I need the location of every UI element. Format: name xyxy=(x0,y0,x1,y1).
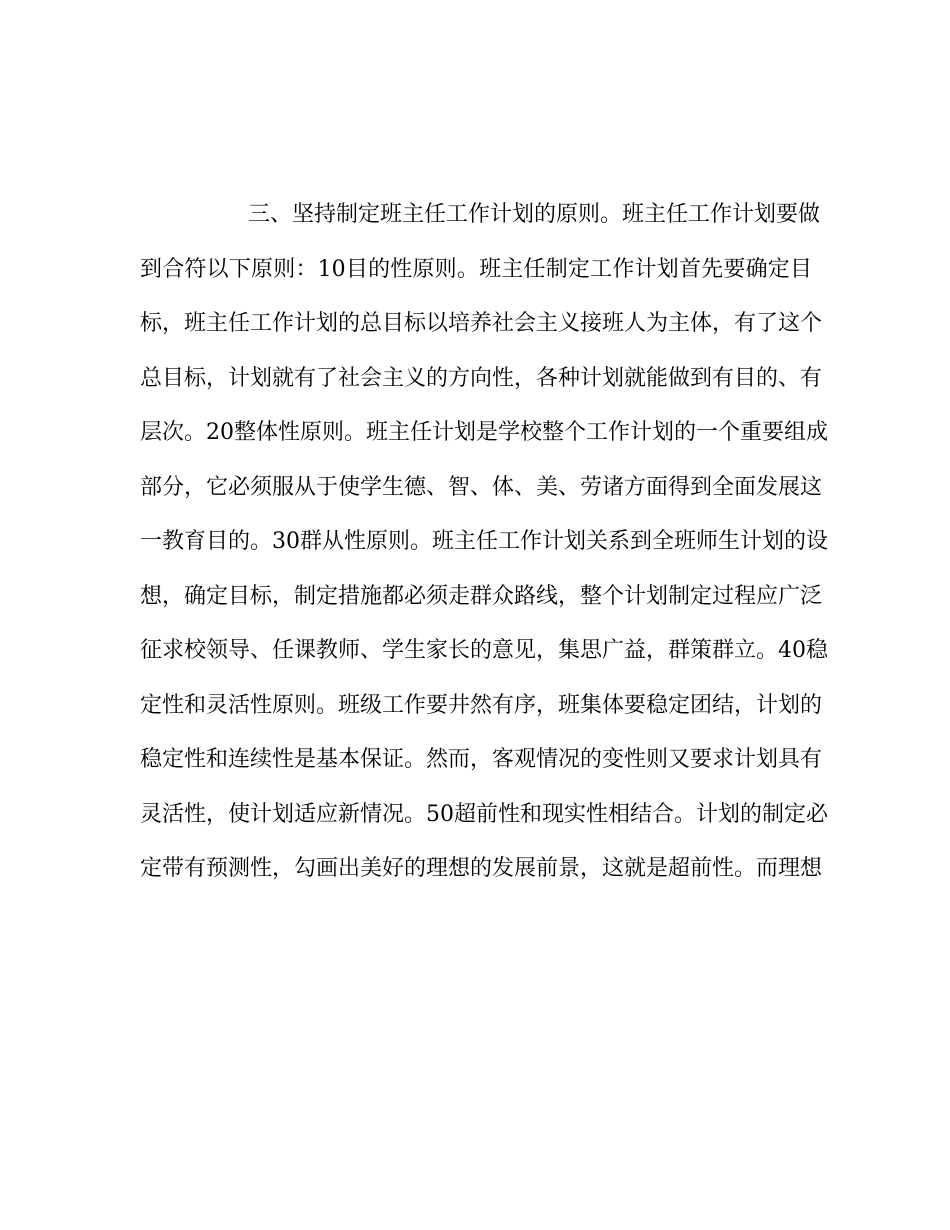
paragraph-line: 想，确定目标，制定措施都必须走群众路线，整个计划制定过程应广泛 xyxy=(140,583,823,609)
paragraph-line: 到合符以下原则：10目的性原则。班主任制定工作计划首先要确定目 xyxy=(140,256,812,282)
paragraph-line: 灵活性，使计划适应新情况。50超前性和现实性相结合。计划的制定必 xyxy=(140,801,828,827)
body-paragraph xyxy=(140,192,828,901)
paragraph-line: 标，班主任工作计划的总目标以培养社会主义接班人为主体，有了这个 xyxy=(140,311,823,336)
paragraph-line: 总目标，计划就有了社会主义的方向性，各种计划就能做到有目的、有 xyxy=(140,365,823,391)
paragraph-line: 层次。20整体性原则。班主任计划是学校整个工作计划的一个重要组成 xyxy=(140,420,828,445)
paragraph-line: 定性和灵活性原则。班级工作要井然有序，班集体要稳定团结，计划的 xyxy=(140,692,823,718)
paragraph-line: 征求校领导、任课教师、学生家长的意见，集思广益，群策群立。40稳 xyxy=(140,638,828,663)
paragraph-line: 一教育目的。30群从性原则。班主任工作计划关系到全班师生计划的设 xyxy=(140,529,828,554)
paragraph-line: 三、坚持制定班主任工作计划的原则。班主任工作计划要做 xyxy=(248,202,821,227)
paragraph-line: 稳定性和连续性是基本保证。然而，客观情况的变性则又要求计划具有 xyxy=(140,747,823,772)
paragraph-line: 定带有预测性，勾画出美好的理想的发展前景，这就是超前性。而理想 xyxy=(140,856,823,881)
paragraph-line: 部分，它必须服从于使学生德、智、体、美、劳诸方面得到全面发展这 xyxy=(140,474,823,500)
